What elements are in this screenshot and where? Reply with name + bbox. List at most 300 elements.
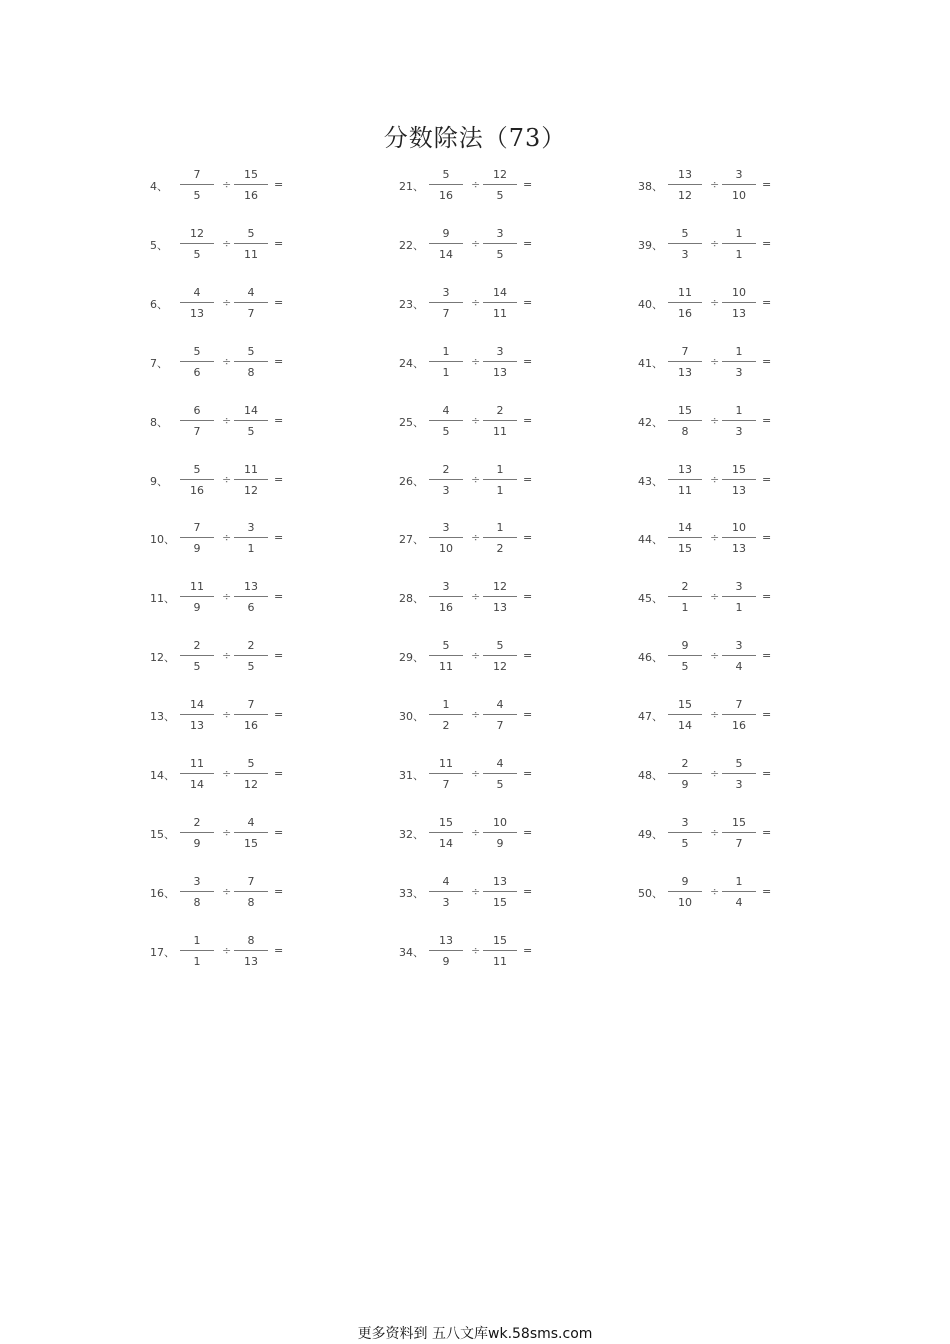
denominator: 5 [496,778,504,791]
problem-number: 7、 [150,356,168,370]
numerator: 11 [439,757,453,770]
numerator: 3 [735,168,743,181]
fraction-bar [429,950,463,951]
fraction-bar [429,773,463,774]
numerator: 4 [442,403,450,417]
problem-number: 24、 [399,356,424,370]
problem-number: 41、 [638,356,663,370]
numerator: 2 [681,757,689,770]
denominator: 5 [193,247,201,261]
numerator: 7 [247,874,255,888]
problem-number: 13、 [150,710,175,724]
equals-sign: = [523,531,533,545]
denominator: 4 [735,895,743,909]
fraction-bar [722,773,756,774]
denominator: 13 [493,601,507,615]
fraction-bar [180,302,214,303]
denominator: 3 [681,247,689,261]
numerator: 5 [247,226,255,240]
fraction-bar [668,655,702,656]
problem-number: 5、 [150,238,168,252]
denominator: 2 [496,542,504,556]
equals-sign: = [274,178,284,191]
divide-sign: ÷ [222,649,232,663]
denominator: 8 [193,895,201,909]
fraction-bar [180,832,214,833]
numerator: 9 [442,226,450,240]
footer-text: 更多资料到 五八文库wk.58sms.com [357,1326,593,1342]
divisor-fraction [722,578,756,616]
equals-sign: = [274,825,284,839]
equals-sign: = [762,590,772,604]
equals-sign: = [523,472,533,486]
fraction-bar [180,420,214,421]
equals-sign: = [274,649,284,663]
numerator: 9 [681,874,689,888]
denominator: 1 [735,247,743,261]
problem-item [399,873,549,913]
divide-sign: ÷ [471,354,481,368]
denominator: 1 [735,601,743,615]
equals-sign: = [274,472,284,486]
denominator: 16 [244,719,258,733]
fraction-bar [668,302,702,303]
fraction-bar [180,537,214,538]
dividend-fraction [180,873,214,911]
fraction-bar [234,832,268,833]
dividend-fraction [429,637,463,675]
problem-number: 28、 [399,592,424,606]
denominator: 16 [678,306,692,320]
dividend-fraction [429,755,463,793]
divisor-fraction [722,461,756,499]
denominator: 7 [735,836,743,850]
dividend-fraction [429,402,463,440]
dividend-fraction [180,755,214,793]
divisor-fraction [234,814,268,852]
dividend-fraction [429,519,463,557]
divide-sign: ÷ [471,413,481,427]
divide-sign: ÷ [222,295,232,309]
problem-number: 15、 [150,827,175,841]
denominator: 9 [193,601,201,615]
numerator: 13 [493,874,507,888]
denominator: 16 [190,483,204,497]
fraction-bar [429,596,463,597]
divide-sign: ÷ [710,590,720,604]
problem-number: 44、 [638,533,663,547]
numerator: 8 [247,933,255,947]
dividend-fraction [429,814,463,852]
fraction-bar [180,714,214,715]
dividend-fraction [668,873,702,911]
numerator: 14 [244,403,258,417]
fraction-bar [668,537,702,538]
divide-sign: ÷ [710,708,720,722]
denominator: 3 [735,424,743,438]
numerator: 5 [681,226,689,240]
divisor-fraction [234,284,268,322]
equals-sign: = [274,236,284,250]
divisor-fraction [234,461,268,499]
fraction-bar [180,891,214,892]
problem-item [150,343,300,383]
divisor-fraction [483,402,517,440]
denominator: 7 [496,719,504,733]
denominator: 6 [247,601,255,615]
denominator: 13 [493,365,507,379]
fraction-bar [668,479,702,480]
divide-sign: ÷ [222,531,232,545]
numerator: 7 [735,698,743,712]
numerator: 10 [732,285,746,299]
fraction-bar [722,243,756,244]
divide-sign: ÷ [222,708,232,722]
divide-sign: ÷ [471,590,481,604]
equals-sign: = [274,708,284,722]
problem-item [638,284,788,324]
divisor-fraction [722,166,756,204]
problem-number: 29、 [399,651,424,665]
divisor-fraction [483,755,517,793]
divisor-fraction [483,284,517,322]
divisor-fraction [722,696,756,734]
divide-sign: ÷ [471,236,481,250]
problem-number: 23、 [399,297,424,311]
dividend-fraction [668,284,702,322]
equals-sign: = [274,943,284,957]
problem-item [399,637,549,677]
divide-sign: ÷ [471,708,481,722]
denominator: 11 [244,247,258,261]
fraction-bar [180,479,214,480]
equals-sign: = [523,590,533,604]
denominator: 7 [442,778,450,791]
divide-sign: ÷ [471,472,481,486]
problem-item [399,225,549,265]
numerator: 4 [247,285,255,299]
fraction-bar [722,714,756,715]
equals-sign: = [762,825,772,839]
problem-item [399,696,549,736]
divide-sign: ÷ [710,767,720,780]
divisor-fraction [483,814,517,852]
fraction-bar [722,184,756,185]
divisor-fraction [234,166,268,204]
divisor-fraction [234,932,268,970]
denominator: 9 [193,836,201,850]
numerator: 4 [247,815,255,829]
fraction-bar [180,773,214,774]
fraction-bar [234,537,268,538]
dividend-fraction [180,932,214,970]
denominator: 12 [493,660,507,674]
denominator: 3 [442,895,450,909]
denominator: 8 [247,365,255,379]
dividend-fraction [180,696,214,734]
equals-sign: = [762,649,772,663]
numerator: 1 [496,521,504,535]
divide-sign: ÷ [710,178,720,191]
problem-item [150,402,300,442]
divisor-fraction [483,696,517,734]
problem-item [638,461,788,501]
fraction-bar [483,891,517,892]
numerator: 11 [190,580,204,594]
divide-sign: ÷ [710,531,720,545]
dividend-fraction [180,225,214,263]
problem-item [399,932,549,972]
denominator: 14 [439,247,453,261]
divisor-fraction [722,284,756,322]
problem-number: 30、 [399,710,424,724]
denominator: 15 [244,836,258,850]
fraction-bar [668,184,702,185]
equals-sign: = [523,236,533,250]
equals-sign: = [523,943,533,957]
denominator: 5 [681,836,689,850]
fraction-bar [180,184,214,185]
divide-sign: ÷ [222,472,232,486]
problem-item [638,343,788,383]
equals-sign: = [523,178,533,191]
numerator: 5 [735,757,743,770]
problem-item [150,932,300,972]
numerator: 11 [244,462,258,476]
numerator: 7 [247,698,255,712]
dividend-fraction [668,519,702,557]
denominator: 3 [442,483,450,497]
problem-item [150,225,300,265]
fraction-bar [483,596,517,597]
fraction-bar [234,420,268,421]
equals-sign: = [274,354,284,368]
dividend-fraction [429,461,463,499]
denominator: 10 [732,189,746,202]
denominator: 1 [496,483,504,497]
dividend-fraction [180,461,214,499]
problem-item [638,519,788,559]
numerator: 10 [732,521,746,535]
fraction-bar [429,832,463,833]
fraction-bar [668,773,702,774]
denominator: 10 [678,895,692,909]
problem-number: 40、 [638,297,663,311]
fraction-bar [722,891,756,892]
fraction-bar [180,950,214,951]
divisor-fraction [234,578,268,616]
denominator: 5 [442,424,450,438]
divisor-fraction [722,519,756,557]
page-title: 分数除法（73） [383,124,567,152]
equals-sign: = [762,178,772,191]
dividend-fraction [668,814,702,852]
denominator: 5 [681,660,689,674]
denominator: 9 [442,954,450,968]
dividend-fraction [668,225,702,263]
divisor-fraction [234,755,268,793]
dividend-fraction [429,343,463,381]
fraction-bar [668,891,702,892]
numerator: 15 [732,815,746,829]
numerator: 13 [678,168,692,181]
problem-number: 25、 [399,415,424,429]
divide-sign: ÷ [710,413,720,427]
problem-number: 45、 [638,592,663,606]
equals-sign: = [523,884,533,898]
numerator: 9 [681,639,689,653]
fraction-bar [429,655,463,656]
fraction-bar [429,361,463,362]
divide-sign: ÷ [471,178,481,191]
numerator: 2 [193,815,201,829]
denominator: 5 [496,189,504,202]
dividend-fraction [668,637,702,675]
divisor-fraction [483,343,517,381]
fraction-bar [429,243,463,244]
problem-item [150,166,300,206]
divide-sign: ÷ [222,825,232,839]
fraction-bar [483,537,517,538]
denominator: 7 [442,306,450,320]
divisor-fraction [234,637,268,675]
equals-sign: = [523,354,533,368]
numerator: 3 [735,639,743,653]
numerator: 3 [496,344,504,358]
divide-sign: ÷ [710,354,720,368]
fraction-bar [483,773,517,774]
equals-sign: = [762,884,772,898]
numerator: 4 [442,874,450,888]
divisor-fraction [483,578,517,616]
problem-item [638,814,788,854]
equals-sign: = [762,531,772,545]
divide-sign: ÷ [222,178,232,191]
problem-item [150,578,300,618]
dividend-fraction [180,637,214,675]
numerator: 13 [439,933,453,947]
denominator: 11 [493,954,507,968]
problem-item [638,225,788,265]
fraction-bar [483,361,517,362]
numerator: 4 [496,698,504,712]
denominator: 3 [735,778,743,791]
denominator: 3 [735,365,743,379]
denominator: 8 [681,424,689,438]
numerator: 5 [247,344,255,358]
problem-number: 33、 [399,886,424,900]
denominator: 14 [190,778,204,791]
problem-number: 43、 [638,474,663,488]
equals-sign: = [762,354,772,368]
divisor-fraction [483,225,517,263]
dividend-fraction [180,343,214,381]
divide-sign: ÷ [222,943,232,957]
numerator: 15 [439,815,453,829]
numerator: 14 [493,285,507,299]
numerator: 2 [496,403,504,417]
denominator: 13 [732,306,746,320]
divide-sign: ÷ [710,236,720,250]
numerator: 4 [193,285,201,299]
problem-item [399,461,549,501]
numerator: 1 [193,933,201,947]
problem-item [638,637,788,677]
denominator: 13 [732,542,746,556]
numerator: 5 [193,344,201,358]
numerator: 1 [735,226,743,240]
fraction-bar [234,184,268,185]
fraction-bar [668,714,702,715]
fraction-bar [180,655,214,656]
problem-item [150,873,300,913]
problem-item [399,814,549,854]
numerator: 11 [190,757,204,770]
divisor-fraction [722,402,756,440]
equals-sign: = [762,767,772,780]
denominator: 10 [439,542,453,556]
divisor-fraction [483,166,517,204]
denominator: 16 [244,189,258,202]
denominator: 8 [247,895,255,909]
problem-item [638,402,788,442]
divisor-fraction [234,225,268,263]
fraction-bar [234,479,268,480]
denominator: 13 [244,954,258,968]
dividend-fraction [668,166,702,204]
denominator: 11 [493,424,507,438]
divide-sign: ÷ [710,472,720,486]
divide-sign: ÷ [222,767,232,780]
dividend-fraction [429,166,463,204]
fraction-bar [668,243,702,244]
equals-sign: = [523,708,533,722]
denominator: 13 [190,719,204,733]
fraction-bar [668,361,702,362]
fraction-bar [668,832,702,833]
problem-item [399,578,549,618]
numerator: 3 [496,226,504,240]
problem-number: 32、 [399,827,424,841]
equals-sign: = [762,413,772,427]
fraction-bar [234,361,268,362]
denominator: 7 [193,424,201,438]
divide-sign: ÷ [710,825,720,839]
fraction-bar [234,950,268,951]
fraction-bar [180,243,214,244]
fraction-bar [429,479,463,480]
numerator: 7 [193,168,201,181]
problem-number: 34、 [399,945,424,959]
numerator: 7 [681,344,689,358]
problem-number: 49、 [638,827,663,841]
problem-item [399,519,549,559]
numerator: 14 [190,698,204,712]
dividend-fraction [668,343,702,381]
problem-item [399,166,549,206]
denominator: 9 [193,542,201,556]
problem-item [150,696,300,736]
denominator: 9 [496,836,504,850]
numerator: 3 [442,521,450,535]
problem-item [150,461,300,501]
divide-sign: ÷ [222,413,232,427]
divide-sign: ÷ [222,354,232,368]
denominator: 13 [190,306,204,320]
numerator: 1 [442,698,450,712]
divisor-fraction [234,343,268,381]
equals-sign: = [762,708,772,722]
